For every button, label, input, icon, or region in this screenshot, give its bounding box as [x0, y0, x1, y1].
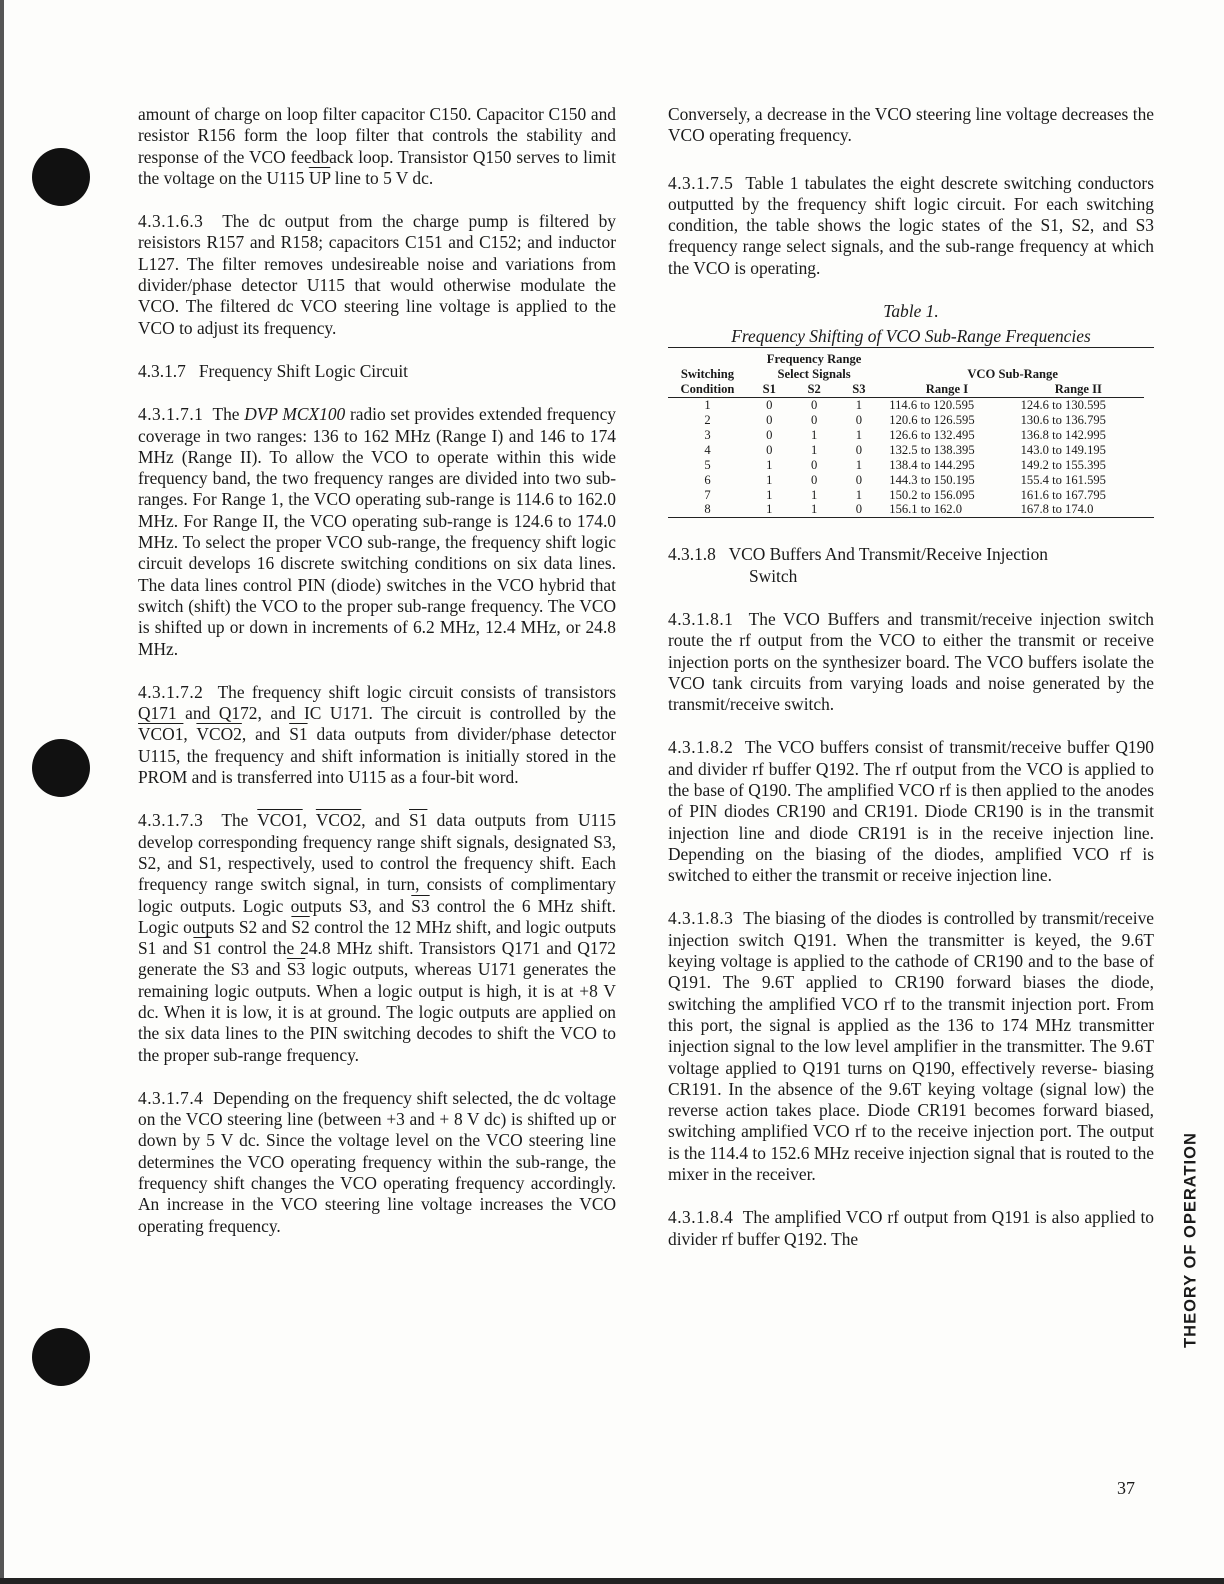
cell-s1: 1 — [766, 502, 773, 517]
table-row — [668, 428, 1144, 443]
cell-range-i: 132.5 to 138.395 — [889, 442, 975, 457]
paragraph-4-3-1-7-4: 4.3.1.7.4 Depending on the frequency shift selected, the dc voltage on the VCO steering line (between +3 and + 8 V dc) is shifted up or down by 5 V dc. Since the voltage level on the VCO steering line determines the VCO operating frequency within the sub-range, the frequency shift changes the VCO operating frequency accordingly. An increase in the VCO steering line voltage increases the VCO operating frequency. — [138, 1087, 616, 1236]
cell-condition: 3 — [704, 427, 711, 442]
paragraph-4-3-1-7-5: 4.3.1.7.5 Table 1 tabulates the eight descrete switching conductors outputted by the frequency shift logic circuit. For each switching condition, the table shows the logic states of the S1, S2, and S3 frequency range select signals, and the sub-range frequency at which the VCO is operating. — [668, 172, 1154, 278]
cell-range-i: 120.6 to 126.595 — [889, 412, 975, 427]
paragraph-4-3-1-8-3: 4.3.1.8.3 The biasing of the diodes is controlled by transmit/receive injection switch Q191. When the transmitter is keyed, the 9.6T keying voltage is applied to the cathode of CR190 and to the base of Q191. The 9.6T applied to CR190 forward biases the diode, switching the amplified VCO rf to the transmit injection port. From this port, the signal is applied as the 136 to 174 MHz transmitter injection signal to the low level amplifier in the transmitter. The 9.6T voltage applied to Q191 turns on Q190, effectively reverse- biasing CR191. In the absence of the 9.6T keying voltage (signal low) the reverse action takes place. Diode CR191 becomes forward biased, switching amplified VCO rf to the receive injection port. The output is the 114.4 to 152.6 MHz receive injection signal that is routed to the mixer in the receiver. — [668, 908, 1154, 1185]
cell-condition: 5 — [704, 457, 711, 472]
cell-s2: 0 — [810, 472, 818, 487]
cell-range-i: 144.3 to 150.195 — [889, 472, 975, 487]
header-condition: Condition — [668, 382, 747, 398]
cell-s1: 0 — [766, 398, 773, 413]
paragraph-conversely: Conversely, a decrease in the VCO steering line voltage decreases the VCO operating frequency. — [668, 104, 1154, 146]
cell-s2: 1 — [810, 502, 818, 517]
header-select-signals: Select Signals — [777, 367, 851, 382]
header-frequency-range: Frequency Range — [766, 352, 862, 367]
cell-range-i: 156.1 to 162.0 — [889, 502, 963, 517]
cell-condition: 2 — [704, 412, 711, 427]
header-s2: S2 — [792, 382, 837, 398]
page-bottom-edge — [0, 1578, 1224, 1584]
cell-condition: 4 — [704, 442, 711, 457]
cell-range-ii: 161.6 to 167.795 — [1020, 487, 1106, 502]
cell-s2: 0 — [810, 412, 818, 427]
cell-condition: 6 — [704, 472, 711, 487]
table-row — [668, 398, 1144, 413]
cell-s3: 0 — [855, 502, 863, 517]
cell-s3: 1 — [855, 427, 863, 442]
cell-range-ii: 124.6 to 130.595 — [1020, 398, 1106, 413]
cell-s1: 1 — [766, 472, 773, 487]
cell-s1: 1 — [766, 487, 773, 502]
paragraph-4-3-1-7-1: 4.3.1.7.1 The DVP MCX100 radio set provides extended frequency coverage in two ranges: 136 to 162 MHz (Range I) and 146 to 174 MHz (Range II). To allow the VCO to operate within this wide frequency band, the two frequency ranges are divided into two sub-ranges. For Range 1, the VCO operating sub-range is 114.6 to 162.0 MHz. For Range II, the VCO operating sub-range is 124.6 to 174.0 MHz. To select the proper VCO sub-range, the frequency shift logic circuit develops 16 discrete switching conditions on six data lines. The data lines control PIN (diode) switches in the VCO hybrid that switch (shift) the VCO to the proper sub-range frequency. The VCO is shifted up or down in increments of 6.2 MHz, 12.4 MHz, or 24.8 MHz. — [138, 404, 616, 659]
table-subtitle: Frequency Shifting of VCO Sub-Range Frequencies — [731, 326, 1091, 347]
cell-s2: 1 — [810, 427, 818, 442]
cell-range-i: 114.6 to 120.595 — [889, 398, 975, 413]
cell-range-ii: 155.4 to 161.595 — [1020, 472, 1106, 487]
cell-s3: 0 — [855, 442, 863, 457]
page-left-edge — [0, 0, 4, 1584]
paragraph-4-3-1-8-4: 4.3.1.8.4 The amplified VCO rf output from Q191 is also applied to divider rf buffer Q192. The — [668, 1207, 1154, 1249]
paragraph-4-3-1-8-2: 4.3.1.8.2 The VCO buffers consist of transmit/receive buffer Q190 and divider rf buffer Q192. The rf output from the VCO is applied to the base of Q190. The amplified VCO rf is then applied to the anodes of PIN diodes CR190 and CR191. Diode CR190 is in the transmit injection line and diode CR191 is in the receive injection line. Depending on the biasing of the diodes, amplified VCO rf is switched to either the transmit or receive injection line. — [668, 737, 1154, 886]
cell-condition: 7 — [704, 487, 711, 502]
section-heading-4-3-1-8: 4.3.1.8 VCO Buffers And Transmit/Receive Injection Switch — [668, 544, 1049, 586]
cell-s3: 0 — [855, 412, 863, 427]
cell-s2: 0 — [810, 457, 818, 472]
cell-s1: 0 — [766, 442, 773, 457]
header-s1: S1 — [747, 382, 792, 398]
cell-range-ii: 143.0 to 149.195 — [1020, 442, 1106, 457]
table-row — [668, 502, 1144, 517]
punch-hole-middle — [32, 739, 90, 797]
cell-range-i: 138.4 to 144.295 — [889, 457, 975, 472]
table-1 — [668, 301, 1154, 518]
cell-range-ii: 149.2 to 155.395 — [1020, 457, 1106, 472]
table-row — [668, 413, 1144, 428]
table-title: Table 1. — [883, 301, 939, 322]
page-number: 37 — [1117, 1478, 1135, 1498]
cell-range-ii: 136.8 to 142.995 — [1020, 427, 1106, 442]
cell-s1: 1 — [766, 457, 773, 472]
header-range-ii: Range II — [1013, 382, 1144, 398]
cell-range-ii: 167.8 to 174.0 — [1020, 502, 1094, 517]
paragraph-4-3-1-7-3: 4.3.1.7.3 The VCO1, VCO2, and S1 data outputs from U115 develop corresponding frequency range shift signals, designated S3, S2, and S1, respectively, used to control the frequency shift. Each frequency range switch signal, in turn, consists of complimentary logic outputs. Logic outputs S3, and S3 control the 6 MHz shift. Logic outputs S2 and S2 control the 12 MHz shift, and logic outputs S1 and S1 control the 24.8 MHz shift. Transistors Q171 and Q172 generate the S3 and S3 logic outputs, whereas U171 generates the remaining logic outputs. When a logic output is high, it is at +8 V dc. When it is low, it is at ground. The logic outputs are applied on the six data lines to the PIN switching decodes to shift the VCO to the proper sub-range frequency. — [138, 810, 617, 1065]
paragraph-4-3-1-8-1: 4.3.1.8.1 The VCO Buffers and transmit/receive injection switch route the rf output from the VCO to either the transmit or receive injection ports on the synthesizer board. The VCO buffers isolate the VCO tank circuits from varying loads and noise generated by the transmit/receive switch. — [668, 608, 1154, 715]
table-row — [668, 473, 1144, 488]
cell-s2: 1 — [810, 487, 818, 502]
paragraph-4-3-1-6-3: 4.3.1.6.3 The dc output from the charge pump is filtered by reisistors R157 and R158; capacitors C151 and C152; and inductor L127. The filter removes undesireable noise and variations from divider/phase detector U115 that would otherwise modulate the VCO. The filtered dc VCO steering line voltage is applied to the VCO to adjust its frequency. — [138, 211, 616, 338]
section-heading-4-3-1-7: 4.3.1.7 Frequency Shift Logic Circuit — [138, 360, 409, 381]
table-row — [668, 488, 1144, 503]
side-tab-theory-of-operation: THEORY OF OPERATION — [1181, 1132, 1200, 1348]
paragraph-4-3-1-7-2: 4.3.1.7.2 The frequency shift logic circuit consists of transistors Q171 and Q172, and IC U171. The circuit is controlled by the VCO1, VCO2, and S1 data outputs from divider/phase detector U115, the frequency and shift information is initially stored in the PROM and is transferred into U115 as a four-bit word. — [138, 681, 616, 788]
cell-s3: 1 — [855, 457, 863, 472]
frequency-shift-table — [668, 352, 1144, 517]
cell-range-i: 126.6 to 132.495 — [889, 427, 975, 442]
left-column — [138, 104, 616, 1259]
header-s3: S3 — [836, 382, 881, 398]
cell-s1: 0 — [766, 412, 773, 427]
cell-s2: 1 — [810, 442, 818, 457]
cell-range-i: 150.2 to 156.095 — [889, 487, 975, 502]
header-vco-sub-range: VCO Sub-Range — [967, 367, 1058, 382]
cell-condition: 8 — [704, 502, 711, 517]
cell-s3: 1 — [855, 487, 863, 502]
header-range-i: Range I — [881, 382, 1012, 398]
cell-s3: 0 — [855, 472, 863, 487]
cell-range-ii: 130.6 to 136.795 — [1020, 412, 1106, 427]
table-row — [668, 443, 1144, 458]
paragraph-loop-filter: amount of charge on loop filter capacitor C150. Capacitor C150 and resistor R156 form the loop filter that controls the stability and response of the VCO feedback loop. Transistor Q150 serves to limit the voltage on the U115 $\overline{UP}$ line to 5 V dc. — [138, 104, 616, 188]
table-row — [668, 458, 1144, 473]
punch-hole-top — [32, 148, 90, 206]
punch-hole-bottom — [32, 1328, 90, 1386]
right-column — [668, 104, 1154, 1272]
cell-s3: 1 — [855, 398, 863, 413]
cell-s1: 0 — [766, 427, 773, 442]
header-switching: Switching — [680, 367, 735, 382]
cell-condition: 1 — [704, 398, 711, 413]
cell-s2: 0 — [810, 398, 818, 413]
